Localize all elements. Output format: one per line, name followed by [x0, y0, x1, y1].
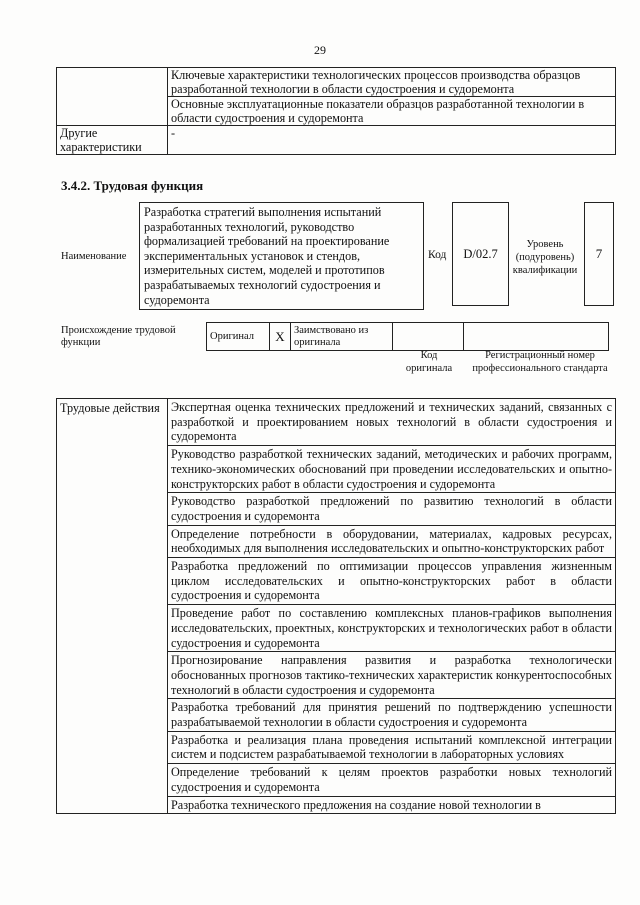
list-item: Разработка предложений по оптимизации процессов управления жизненным циклом исследовательских и опытно-конструкторских работ в области судостроения и судоремонта	[168, 558, 616, 605]
page-number: 29	[314, 43, 326, 57]
list-item: Руководство разработкой технических заданий, методических и рабочих программ, технико-экономических обоснований при проведении исследовательских и опытно-конструкторских работ в области судостроения и судоремонта	[168, 446, 616, 493]
list-item: Разработка технического предложения на создание новой технологии в	[168, 796, 616, 814]
actions-label: Трудовые действия	[57, 399, 168, 814]
list-item: Разработка требований для принятия решений по подтверждению успешности разрабатываемой технологии в области судостроения и судоремонта	[168, 699, 616, 731]
list-item: Руководство разработкой предложений по развитию технологий в области судостроения и судоремонта	[168, 493, 616, 525]
list-item: Прогнозирование направления развития и разработка технологически обоснованных прогнозов тактико-технических характеристик конкурентоспособных технологий в области судостроения и судоремонта	[168, 652, 616, 699]
function-code: D/02.7	[452, 202, 509, 306]
list-item: Разработка и реализация плана проведения испытаний комплексной интеграции систем и подсистем разрабатываемой технологии в лабораторных условиях	[168, 731, 616, 763]
list-item: Проведение работ по составлению комплексных планов-графиков выполнения исследовательских, проектных, конструкторских и технологических работ в области судостроения и судоремонта	[168, 605, 616, 652]
row-label: Другие характеристики	[57, 126, 168, 155]
row-text: Ключевые характеристики технологических процессов производства образцов разработанной технологии в области судостроения и судоремонта	[168, 68, 616, 97]
registration-caption: Регистрационный номер профессионального стандарта	[472, 350, 608, 374]
original-mark: X	[270, 323, 291, 351]
original-label: Оригинал	[207, 323, 270, 351]
origin-label: Происхождение трудовой функции	[61, 325, 176, 348]
row-text: -	[168, 126, 616, 155]
borrowed-label: Заимствовано из оригинала	[291, 323, 393, 351]
list-item: Определение потребности в оборудовании, материалах, кадровых ресурсах, необходимых для выполнения исследовательских и опытно-конструкторских работ	[168, 525, 616, 557]
function-name: Разработка стратегий выполнения испытаний разработанных технологий, руководство формализацией требований на проектирование экспериментальных установок и стендов, измерительных систем, моделей и прототипов разрабатываемых технологий судостроения и судоремонта	[139, 202, 424, 310]
table-row	[57, 126, 616, 155]
section-heading: 3.4.2. Трудовая функция	[61, 178, 204, 193]
origin-table	[206, 322, 609, 351]
code-label: Код	[428, 249, 447, 261]
code-caption: Код оригинала	[405, 350, 453, 374]
list-item: Экспертная оценка технических предложений и технических заданий, связанных с разработкой и проектированием новых технологий в области судостроения и судоремонта	[168, 399, 616, 446]
row-text: Основные эксплуатационные показатели образцов разработанной технологии в области судостроения и судоремонта	[168, 97, 616, 126]
characteristics-table	[56, 67, 616, 155]
name-label: Наименование	[61, 251, 127, 262]
list-item: Определение требований к целям проектов разработки новых технологий судостроения и судоремонта	[168, 764, 616, 796]
labor-actions-table	[56, 398, 616, 814]
registration-number-cell	[464, 323, 609, 351]
table-row	[207, 323, 609, 351]
level-label: Уровень (подуровень) квалификации	[512, 239, 578, 276]
qualification-level: 7	[584, 202, 614, 306]
table-row	[57, 399, 616, 446]
row-label	[57, 68, 168, 126]
table-row	[57, 68, 616, 97]
original-code-cell	[393, 323, 464, 351]
